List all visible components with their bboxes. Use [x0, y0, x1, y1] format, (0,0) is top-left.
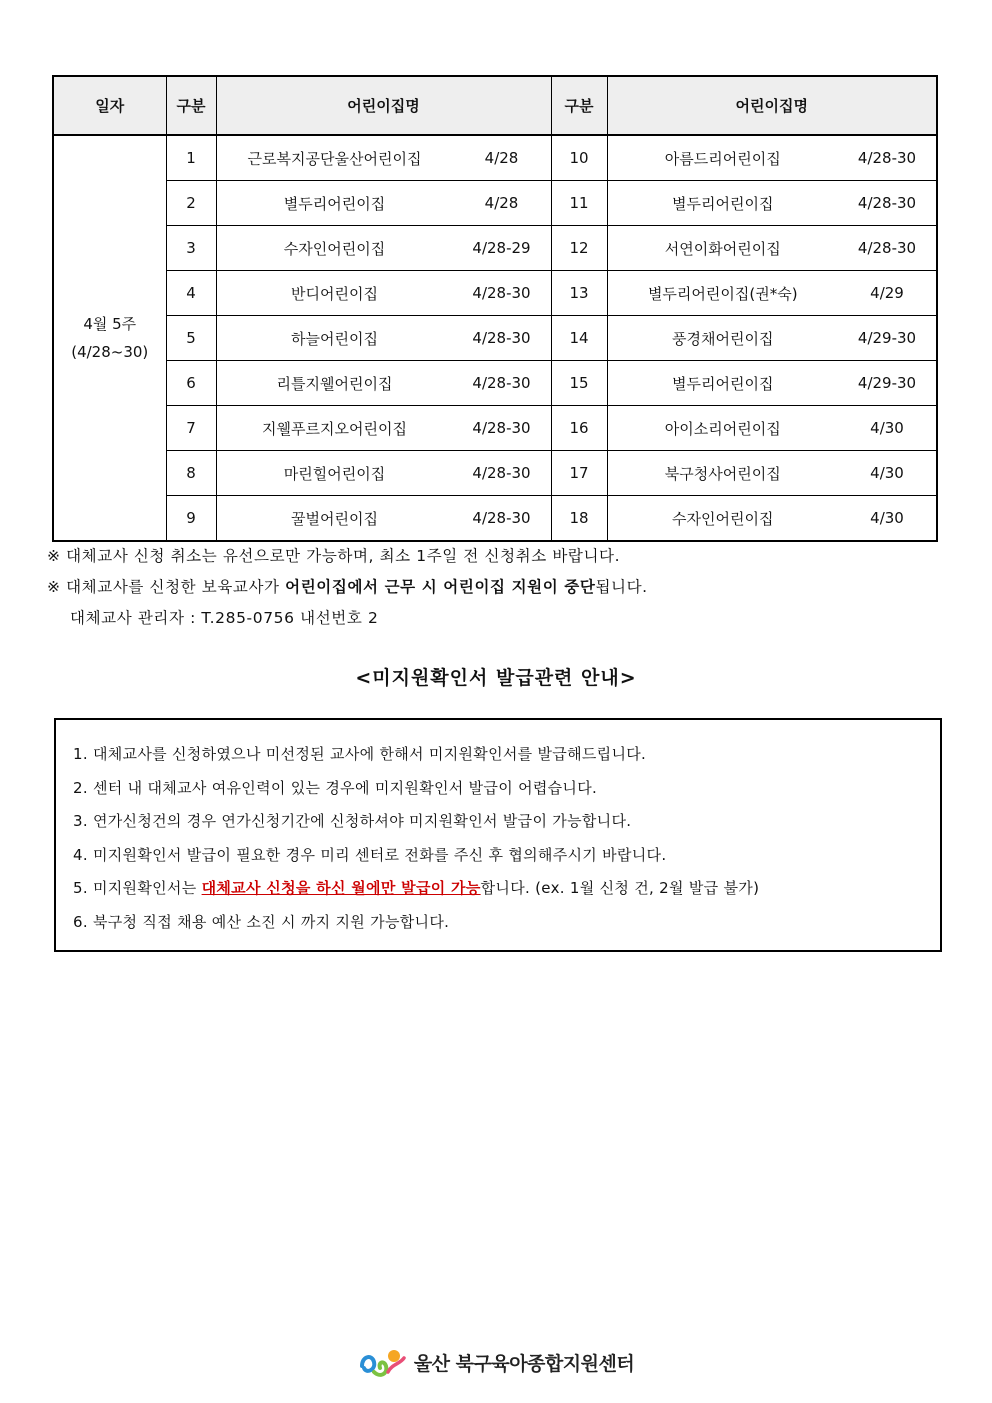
- header-no-right: 구분: [551, 76, 607, 135]
- entry-wrap: [608, 271, 937, 315]
- note-suspension: [47, 572, 648, 603]
- table-row: [53, 406, 937, 451]
- cell-right-entry: [607, 496, 937, 542]
- support-date: 4/28-30: [857, 149, 917, 167]
- daycare-name: 별두리어린이집: [283, 194, 386, 213]
- daycare-name: 근로복지공단울산어린이집: [247, 149, 422, 168]
- entry-wrap: [608, 496, 937, 540]
- daycare-name: 별두리어린이집: [672, 374, 774, 393]
- daycare-name: 아름드리어린이집: [664, 149, 781, 168]
- guide-item-5-prefix: 5. 미지원확인서는: [73, 879, 202, 897]
- table-row: [53, 135, 937, 181]
- row-number-left: 4: [166, 271, 216, 316]
- support-date: 4/30: [870, 509, 904, 527]
- support-date: 4/28-29: [472, 239, 531, 257]
- support-date: 4/28: [484, 149, 519, 167]
- header-no-left: 구분: [166, 76, 216, 135]
- cell-right-entry: [607, 181, 937, 226]
- entry-wrap: [217, 451, 551, 495]
- daycare-name: 리틀지웰어린이집: [276, 374, 393, 393]
- support-date: 4/29-30: [857, 374, 917, 392]
- note-cancel: ※ 대체교사 신청 취소는 유선으로만 가능하며, 최소 1주일 전 신청취소 바랍니다.: [47, 547, 621, 565]
- section-title: <미지원확인서 발급관련 안내>: [355, 667, 637, 689]
- row-number-right: 15: [551, 361, 607, 406]
- table-row: [53, 451, 937, 496]
- daycare-name: 수자인어린이집: [672, 509, 774, 528]
- daycare-name: 하늘어린이집: [291, 329, 378, 348]
- manager-contact: 대체교사 관리자 : T.285-0756 내선번호 2: [70, 609, 379, 627]
- row-number-left: 9: [166, 496, 216, 542]
- cell-right-entry: [607, 271, 937, 316]
- daycare-name: 별두리어린이집: [672, 194, 774, 213]
- support-date: 4/30: [870, 419, 904, 437]
- guide-item-2: 2. 센터 내 대체교사 여유인력이 있는 경우에 미지원확인서 발급이 어렵습니다.: [73, 778, 598, 797]
- table-row: [53, 181, 937, 226]
- daycare-name: 지웰푸르지오어린이집: [262, 419, 407, 438]
- support-date: 4/28-30: [857, 239, 917, 257]
- entry-wrap: [608, 316, 937, 360]
- header-name-left: 어린이집명: [216, 76, 551, 135]
- row-number-right: 10: [551, 135, 607, 181]
- support-date: 4/28-30: [472, 284, 531, 302]
- daycare-name: 서연이화어린이집: [664, 239, 781, 258]
- notes: [47, 541, 648, 634]
- cell-left-entry: [216, 406, 551, 451]
- note-suspension-bold: 어린이집에서 근무 시 어린이집 지원이 중단: [285, 578, 596, 596]
- entry-wrap: [217, 181, 551, 225]
- guide-box: [54, 718, 942, 952]
- support-date: 4/28-30: [472, 464, 531, 482]
- entry-wrap: [608, 451, 937, 495]
- substitute-teacher-schedule-table: [52, 75, 938, 542]
- cell-right-entry: [607, 226, 937, 271]
- cell-left-entry: [216, 226, 551, 271]
- guide-item-3: 3. 연가신청건의 경우 연가신청기간에 신청하셔야 미지원확인서 발급이 가능합니다.: [73, 812, 632, 830]
- row-number-left: 5: [166, 316, 216, 361]
- note-suspension-suffix: 됩니다.: [595, 578, 648, 596]
- row-number-right: 12: [551, 226, 607, 271]
- row-number-right: 17: [551, 451, 607, 496]
- support-date: 4/28-30: [472, 419, 531, 437]
- table-header-row: [53, 76, 937, 135]
- row-number-left: 6: [166, 361, 216, 406]
- row-number-left: 7: [166, 406, 216, 451]
- table-row: [53, 316, 937, 361]
- daycare-name: 꿀벌어린이집: [291, 509, 378, 528]
- cell-left-entry: [216, 496, 551, 542]
- row-number-left: 1: [166, 135, 216, 181]
- entry-wrap: [217, 271, 551, 315]
- support-date: 4/29: [870, 284, 904, 302]
- row-number-right: 14: [551, 316, 607, 361]
- guide-item-5: [73, 872, 940, 906]
- cell-right-entry: [607, 451, 937, 496]
- center-logo-icon: [358, 1344, 408, 1380]
- row-number-left: 8: [166, 451, 216, 496]
- cell-left-entry: [216, 451, 551, 496]
- row-number-left: 3: [166, 226, 216, 271]
- week-label: 4월 5주: [83, 315, 137, 333]
- table-row: [53, 496, 937, 542]
- row-number-right: 16: [551, 406, 607, 451]
- cell-right-entry: [607, 406, 937, 451]
- week-cell: [53, 135, 166, 541]
- daycare-name: 수자인어린이집: [283, 239, 386, 258]
- entry-wrap: [608, 361, 937, 405]
- table-row: [53, 271, 937, 316]
- support-date: 4/28-30: [857, 194, 917, 212]
- daycare-name: 아이소리어린이집: [664, 419, 781, 438]
- header-date: 일자: [53, 76, 166, 135]
- support-date: 4/28-30: [472, 509, 531, 527]
- entry-wrap: [217, 136, 551, 180]
- org-name: 울산 북구육아종합지원센터: [413, 1352, 635, 1375]
- row-number-right: 13: [551, 271, 607, 316]
- support-date: 4/28-30: [472, 329, 531, 347]
- cell-right-entry: [607, 361, 937, 406]
- entry-wrap: [608, 226, 937, 270]
- footer: [0, 1344, 992, 1380]
- header-name-right: 어린이집명: [607, 76, 937, 135]
- row-number-right: 18: [551, 496, 607, 542]
- entry-wrap: [608, 136, 937, 180]
- daycare-name: 북구청사어린이집: [664, 464, 781, 483]
- support-date: 4/29-30: [857, 329, 917, 347]
- cell-left-entry: [216, 316, 551, 361]
- entry-wrap: [608, 406, 937, 450]
- entry-wrap: [217, 496, 551, 540]
- cell-left-entry: [216, 135, 551, 181]
- guide-item-6: 6. 북구청 직접 채용 예산 소진 시 까지 지원 가능합니다.: [73, 912, 450, 931]
- cell-left-entry: [216, 271, 551, 316]
- daycare-name: 반디어린이집: [291, 284, 378, 303]
- note-suspension-prefix: ※ 대체교사를 신청한 보육교사가: [47, 578, 286, 596]
- row-number-left: 2: [166, 181, 216, 226]
- daycare-name: 풍경채어린이집: [672, 329, 774, 348]
- table-row: [53, 361, 937, 406]
- table-row: [53, 226, 937, 271]
- entry-wrap: [217, 361, 551, 405]
- cell-right-entry: [607, 316, 937, 361]
- entry-wrap: [217, 226, 551, 270]
- support-date: 4/28-30: [472, 374, 531, 392]
- entry-wrap: [217, 316, 551, 360]
- daycare-name: 별두리어린이집(권*숙): [647, 284, 798, 303]
- cell-right-entry: [607, 135, 937, 181]
- guide-item-5-suffix: 합니다. (ex. 1월 신청 건, 2월 발급 불가): [480, 879, 760, 897]
- guide-item-1: 1. 대체교사를 신청하였으나 미선정된 교사에 한해서 미지원확인서를 발급해드립니다.: [73, 745, 647, 763]
- week-range: (4/28~30): [71, 343, 149, 361]
- guide-item-4: 4. 미지원확인서 발급이 필요한 경우 미리 센터로 전화를 주신 후 협의해주시기 바랍니다.: [73, 845, 667, 864]
- entry-wrap: [217, 406, 551, 450]
- cell-left-entry: [216, 361, 551, 406]
- guide-item-5-highlight: 대체교사 신청을 하신 월에만 발급이 가능: [201, 879, 481, 897]
- support-date: 4/30: [870, 464, 904, 482]
- entry-wrap: [608, 181, 937, 225]
- cell-left-entry: [216, 181, 551, 226]
- daycare-name: 마린힐어린이집: [283, 464, 386, 483]
- row-number-right: 11: [551, 181, 607, 226]
- support-date: 4/28: [484, 194, 519, 212]
